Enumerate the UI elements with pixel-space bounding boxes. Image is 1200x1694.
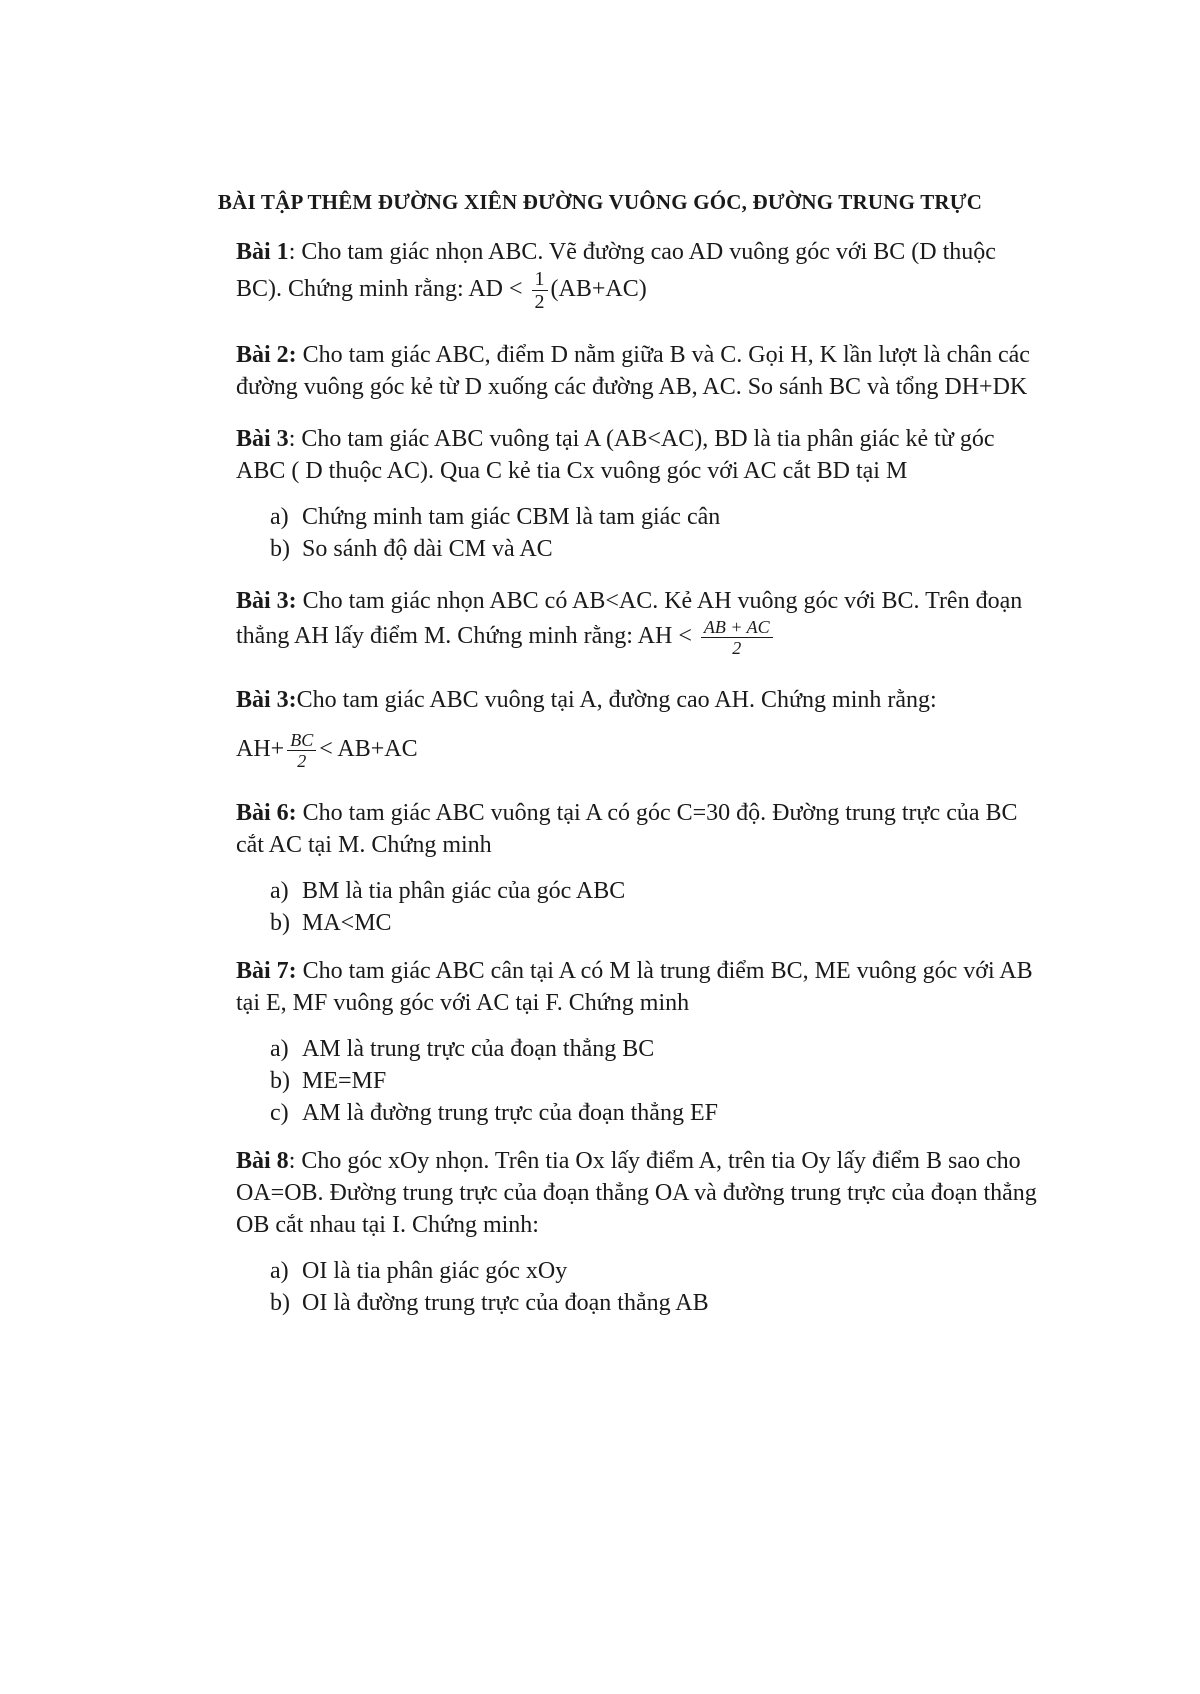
- list-item: [270, 1097, 1056, 1129]
- exercise-list: [236, 236, 1056, 1319]
- exercise-label: Bài 1: [236, 239, 289, 265]
- exercise-7: [236, 955, 1056, 1019]
- exercise-text: : Cho tam giác nhọn ABC. Vẽ đường cao AD vuông góc với BC (D thuộc: [288, 239, 996, 265]
- item-text: OI là đường trung trực của đoạn thẳng AB: [302, 1290, 709, 1316]
- exercise-text: (AB+AC): [550, 276, 647, 303]
- exercise-text: : Cho góc xOy nhọn. Trên tia Ox lấy điểm A, trên tia Oy lấy điểm B sao cho: [288, 1148, 1021, 1174]
- fraction-numerator: 1: [532, 268, 548, 291]
- exercise-8: [236, 1145, 1056, 1241]
- item-marker: a): [270, 878, 289, 904]
- fraction-numerator: AB + AC: [701, 617, 773, 638]
- item-marker: b): [270, 1068, 290, 1094]
- sub-question-list: [236, 1255, 1056, 1319]
- exercise-label: Bài 3: [236, 426, 289, 452]
- exercise-label: Bài 8: [236, 1148, 289, 1174]
- exercise-text: Cho tam giác ABC cân tại A có M là trung điểm BC, ME vuông góc với AB: [296, 958, 1033, 984]
- document-title: BÀI TẬP THÊM ĐƯỜNG XIÊN ĐƯỜNG VUÔNG GÓC, ĐƯỜNG TRUNG TRỰC: [217, 190, 983, 214]
- exercise-2: [236, 339, 1056, 403]
- exercise-3-first: [236, 423, 1056, 487]
- exercise-3-second: [236, 585, 1056, 658]
- exercise-6: [236, 797, 1056, 861]
- exercise-text: đường vuông góc kẻ từ D xuống các đường AB, AC. So sánh BC và tổng DH+DK: [236, 374, 1028, 400]
- item-text: OI là tia phân giác góc xOy: [302, 1258, 568, 1284]
- list-item: [270, 907, 1056, 939]
- exercise-label: Bài 7:: [236, 958, 297, 984]
- fraction-denominator: 2: [534, 291, 545, 313]
- item-text: So sánh độ dài CM và AC: [302, 536, 553, 562]
- exercise-1: [236, 236, 1056, 313]
- list-item: [270, 1033, 1056, 1065]
- exercise-text: cắt AC tại M. Chứng minh: [236, 832, 492, 858]
- exercise-3-third: [236, 684, 1056, 716]
- exercise-text: Cho tam giác ABC, điểm D nằm giữa B và C. Gọi H, K lần lượt là chân các: [296, 342, 1030, 368]
- list-item: [270, 875, 1056, 907]
- item-text: AM là đường trung trực của đoạn thẳng EF: [302, 1100, 718, 1126]
- exercise-text: Cho tam giác ABC vuông tại A có góc C=30 độ. Đường trung trực của BC: [296, 800, 1018, 826]
- sub-question-list: [236, 875, 1056, 939]
- fraction-denominator: 2: [297, 751, 307, 771]
- list-item: [270, 1255, 1056, 1287]
- fraction-numerator: BC: [287, 730, 316, 751]
- list-item: [270, 533, 1056, 565]
- list-item: [270, 501, 1056, 533]
- inequality-expression: [236, 730, 1056, 771]
- exercise-label: Bài 2:: [236, 342, 297, 368]
- list-item: [270, 1287, 1056, 1319]
- exercise-text: Cho tam giác nhọn ABC có AB<AC. Kẻ AH vuông góc với BC. Trên đoạn: [296, 588, 1023, 614]
- exercise-label: Bài 3:: [236, 588, 297, 614]
- exercise-text: ABC ( D thuộc AC). Qua C kẻ tia Cx vuông góc với AC cắt BD tại M: [236, 458, 908, 484]
- expression-part: < AB+AC: [319, 736, 418, 763]
- item-marker: c): [270, 1100, 289, 1126]
- fraction-denominator: 2: [732, 638, 742, 658]
- item-marker: a): [270, 504, 289, 530]
- exercise-text: thẳng AH lấy điểm M. Chứng minh rằng: AH <: [236, 623, 692, 650]
- exercise-text: Cho tam giác ABC vuông tại A, đường cao AH. Chứng minh rằng:: [296, 687, 937, 713]
- item-marker: b): [270, 536, 290, 562]
- item-text: ME=MF: [302, 1068, 387, 1094]
- item-text: MA<MC: [302, 910, 392, 936]
- exercise-label: Bài 6:: [236, 800, 297, 826]
- item-text: BM là tia phân giác của góc ABC: [302, 878, 626, 904]
- list-item: [270, 1065, 1056, 1097]
- sub-question-list: [236, 501, 1056, 565]
- exercise-text: BC). Chứng minh rằng: AD <: [236, 276, 523, 303]
- item-marker: b): [270, 1290, 290, 1316]
- exercise-text: OB cắt nhau tại I. Chứng minh:: [236, 1212, 539, 1238]
- exercise-text: : Cho tam giác ABC vuông tại A (AB<AC), BD là tia phân giác kẻ từ góc: [288, 426, 995, 452]
- fraction: [287, 730, 316, 771]
- fraction: [532, 268, 548, 313]
- exercise-text: tại E, MF vuông góc với AC tại F. Chứng minh: [236, 990, 690, 1016]
- fraction: [701, 617, 773, 658]
- item-text: AM là trung trực của đoạn thẳng BC: [302, 1036, 655, 1062]
- exercise-text: OA=OB. Đường trung trực của đoạn thẳng OA và đường trung trực của đoạn thẳng: [236, 1180, 1037, 1206]
- exercise-label: Bài 3:: [236, 687, 297, 713]
- item-marker: a): [270, 1258, 289, 1284]
- sub-question-list: [236, 1033, 1056, 1129]
- item-marker: b): [270, 910, 290, 936]
- item-text: Chứng minh tam giác CBM là tam giác cân: [302, 504, 721, 530]
- item-marker: a): [270, 1036, 289, 1062]
- expression-part: AH+: [236, 736, 285, 763]
